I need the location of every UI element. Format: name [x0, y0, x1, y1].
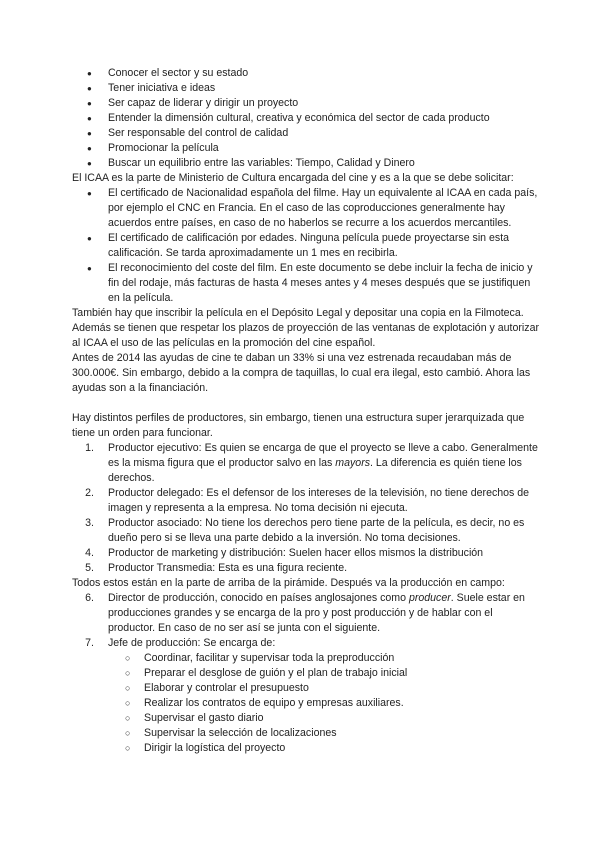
item-text: Productor Transmedia: Esta es una figura reciente.	[108, 562, 348, 574]
paragraph-icaa: El ICAA es la parte de Ministerio de Cultura encargada del cine y es a la que se debe solicitar:	[72, 172, 514, 184]
field-production-list	[72, 591, 542, 756]
list-number: 1.	[85, 442, 94, 454]
item-text: . La diferencia es quién tiene los derechos.	[108, 457, 522, 484]
list-item	[72, 546, 542, 561]
paragraph-piramide: Todos estos están en la parte de arriba de la pirámide. Después va la producción en campo:	[72, 577, 505, 589]
list-number: 4.	[85, 547, 94, 559]
list-item: ● Promocionar la película	[72, 141, 542, 156]
list-number: 3.	[85, 517, 94, 529]
list-item	[72, 486, 542, 516]
item-text: Productor asociado: No tiene los derechos pero tiene parte de la película, es decir, no es dueño pero si se lleva una parte debido a la inversión. No toma decisiones.	[108, 517, 525, 544]
list-item: ● Entender la dimensión cultural, creativa y económica del sector de cada producto	[72, 111, 542, 126]
list-number: 6.	[85, 592, 94, 604]
item-text: Productor ejecutivo: Es quien se encarga de que el proyecto se lleve a cabo. Generalmente es la misma figura que el productor salvo en las	[108, 442, 538, 469]
list-item	[72, 636, 542, 756]
list-item	[72, 561, 542, 576]
list-item: ● El certificado de calificación por edades. Ninguna película puede proyectarse sin esta calificación. Se tarda aproximadamente un 1 mes en recibirla.	[72, 231, 542, 261]
list-item: ● Ser responsable del control de calidad	[72, 126, 542, 141]
list-item: ○ Dirigir la logística del proyecto	[108, 741, 542, 756]
list-item	[72, 516, 542, 546]
paragraph-deposito-legal: También hay que inscribir la película en el Depósito Legal y depositar una copia en la Filmoteca. Además se tienen que respetar los plazos de proyección de las ventanas de explotación y autorizar al ICAA el uso de las películas en la promoción del cine español.	[72, 307, 539, 349]
jefe-tasks-list	[108, 651, 542, 756]
list-item: ● Buscar un equilibrio entre las variables: Tiempo, Calidad y Dinero	[72, 156, 542, 171]
list-item: ○ Supervisar el gasto diario	[108, 711, 542, 726]
item-text: Jefe de producción: Se encarga de:	[108, 637, 276, 649]
list-item: ○ Supervisar la selección de localizaciones	[108, 726, 542, 741]
list-item: ● Tener iniciativa e ideas	[72, 81, 542, 96]
item-emphasis: producer	[408, 592, 451, 604]
list-number: 5.	[85, 562, 94, 574]
item-text: Director de producción, conocido en países anglosajones como	[108, 592, 409, 604]
item-text: Productor delegado: Es el defensor de los intereses de la televisión, no tiene derechos de imagen y representa a la empresa. No toma decisión ni ejecuta.	[108, 487, 530, 514]
document-body	[72, 66, 542, 756]
item-emphasis: mayors	[335, 457, 371, 469]
list-number: 7.	[85, 637, 94, 649]
producer-profiles-list	[72, 441, 542, 576]
list-item: ○ Realizar los contratos de equipo y empresas auxiliares.	[108, 696, 542, 711]
list-item: ○ Coordinar, facilitar y supervisar toda la preproducción	[108, 651, 542, 666]
icaa-requirements-list	[72, 186, 542, 306]
list-item: ● Ser capaz de liderar y dirigir un proyecto	[72, 96, 542, 111]
paragraph-ayudas: Antes de 2014 las ayudas de cine te daban un 33% si una vez estrenada recaudaban más de 300.000€. Sin embargo, debido a la compra de taquillas, lo cual era ilegal, esto cambió. Ahora las ayudas son a la financiación.	[72, 352, 531, 394]
skills-list	[72, 66, 542, 171]
item-text: . Suele estar en producciones grandes y se encarga de la pro y post producción y de hablar con el productor. En caso de no ser así se junta con el siguiente.	[108, 592, 525, 634]
list-number: 2.	[85, 487, 94, 499]
list-item: ○ Preparar el desglose de guión y el plan de trabajo inicial	[108, 666, 542, 681]
blank-line	[72, 396, 542, 411]
paragraph-perfiles: Hay distintos perfiles de productores, sin embargo, tienen una estructura super jerarquizada que tiene un orden para funcionar.	[72, 412, 525, 439]
list-item: ● El reconocimiento del coste del film. En este documento se debe incluir la fecha de inicio y fin del rodaje, más facturas de hasta 4 meses antes y 4 meses después que se justifiquen en la película.	[72, 261, 542, 306]
item-text: Productor de marketing y distribución: Suelen hacer ellos mismos la distribución	[108, 547, 484, 559]
list-item: ● El certificado de Nacionalidad española del filme. Hay un equivalente al ICAA en cada país, por ejemplo el CNC en Francia. En el caso de las coproducciones generalmente hay acuerdos entre países, en caso de no haberlos se recurre a los acuerdos mercantiles.	[72, 186, 542, 231]
list-item: ○ Elaborar y controlar el presupuesto	[108, 681, 542, 696]
list-item	[72, 591, 542, 636]
list-item	[72, 441, 542, 486]
list-item: ● Conocer el sector y su estado	[72, 66, 542, 81]
